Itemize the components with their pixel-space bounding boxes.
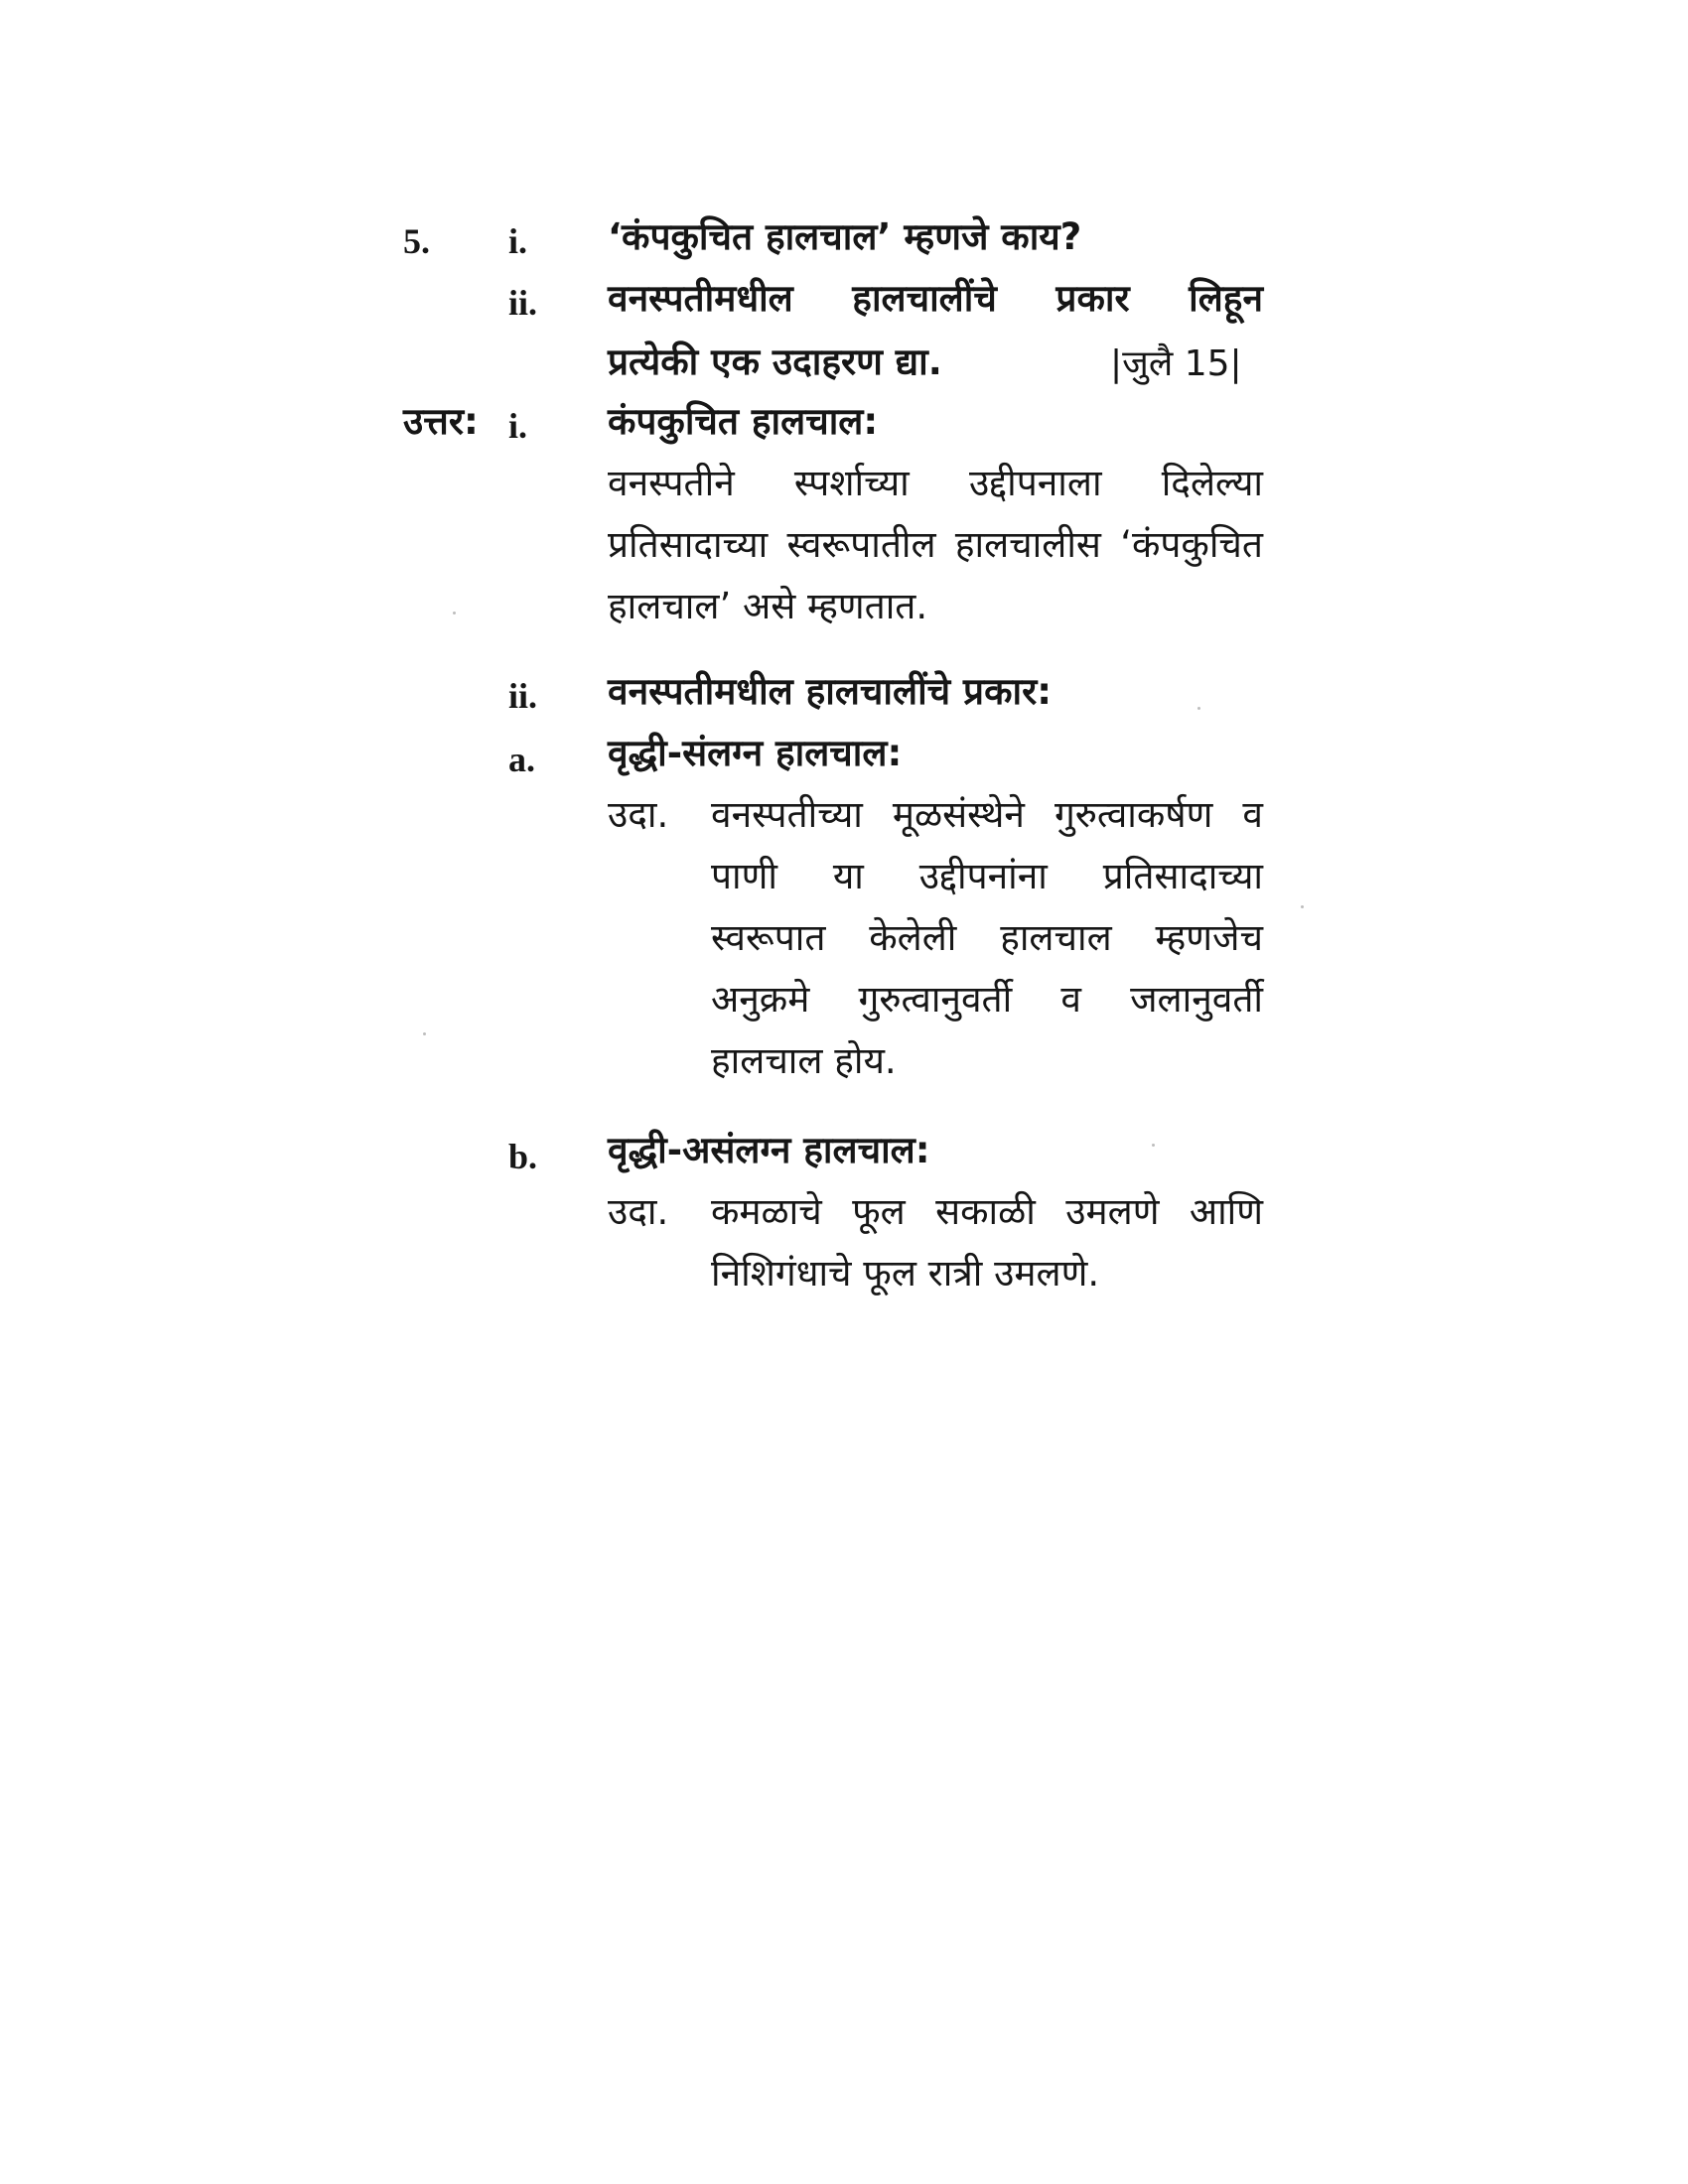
type-a-line-5: हालचाल होय.: [711, 1039, 897, 1082]
scan-speck: [453, 612, 456, 614]
question-part1-marker: i.: [508, 221, 528, 261]
question-reference: |जुलै 15|: [1110, 343, 1242, 384]
answer-label: उत्तर:: [403, 400, 479, 443]
answer-part1-line-1: वनस्पतीने स्पर्शाच्या उद्दीपनाला दिलेल्या: [608, 462, 1263, 504]
answer-part2-heading: वनस्पतीमधील हालचालींचे प्रकार:: [608, 670, 1053, 713]
type-a-heading: वृद्धी-संलग्न हालचाल:: [608, 732, 903, 774]
question-part2-line2: प्रत्येकी एक उदाहरण द्या.: [608, 341, 942, 383]
answer-part2-marker: ii.: [508, 676, 538, 716]
question-number: 5.: [403, 221, 430, 261]
type-a-line-1: वनस्पतीच्या मूळसंस्थेने गुरुत्वाकर्षण व: [711, 793, 1263, 836]
type-b-marker: b.: [508, 1137, 538, 1176]
type-b-line-2: निशिगंधाचे फूल रात्री उमलणे.: [711, 1252, 1100, 1295]
question-part2-marker: ii.: [508, 283, 538, 323]
type-a-example-label: उदा.: [608, 793, 669, 836]
question-part2-line1: वनस्पतीमधील हालचालींचे प्रकार लिहून: [608, 277, 1263, 320]
type-a-line-4: अनुक्रमे गुरुत्वानुवर्ती व जलानुवर्ती: [711, 978, 1263, 1021]
scan-speck: [1301, 905, 1304, 908]
answer-part1-line-3: हालचाल’ असे म्हणतात.: [608, 585, 928, 627]
type-a-marker: a.: [508, 740, 535, 779]
type-a-line-2: पाणी या उद्दीपनांना प्रतिसादाच्या: [711, 855, 1263, 897]
type-a-line-3: स्वरूपात केलेली हालचाल म्हणजेच: [711, 916, 1263, 959]
type-b-heading: वृद्धी-असंलग्न हालचाल:: [608, 1129, 930, 1171]
answer-part1-line-2: प्रतिसादाच्या स्वरूपातील हालचालीस ‘कंपकुचित: [608, 523, 1263, 566]
scan-speck: [1197, 707, 1200, 710]
type-b-example-label: उदा.: [608, 1190, 669, 1233]
answer-part1-heading: कंपकुचित हालचाल:: [608, 400, 879, 443]
answer-part1-marker: i.: [508, 406, 528, 446]
scan-speck: [1152, 1144, 1155, 1147]
scan-speck: [423, 1032, 426, 1035]
type-b-line-1: कमळाचे फूल सकाळी उमलणे आणि: [711, 1190, 1263, 1233]
question-part1-text: ‘कंपकुचित हालचाल’ म्हणजे काय?: [608, 215, 1082, 258]
